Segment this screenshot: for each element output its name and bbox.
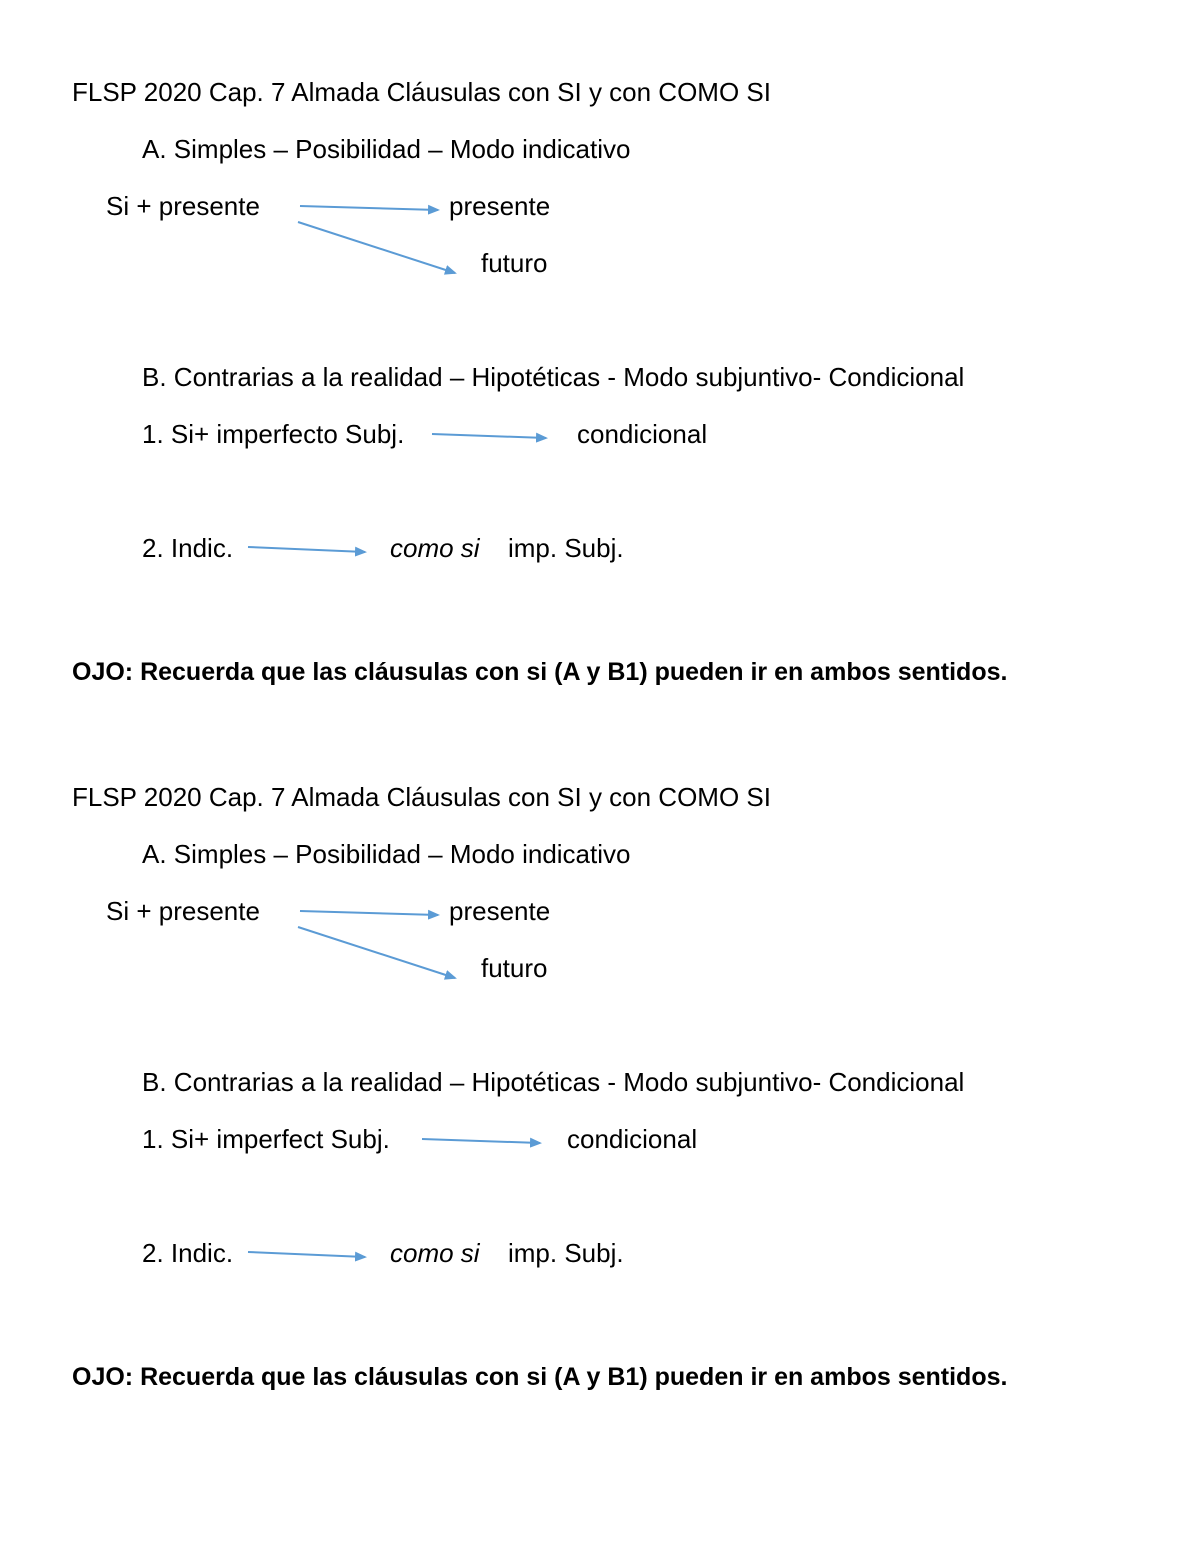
item-2-left: 2. Indic. — [142, 533, 234, 563]
arrow-to-presente — [300, 206, 438, 210]
part-b-heading: B. Contrarias a la realidad – Hipotéticas - Modo subjuntivo- Condicional — [142, 362, 965, 392]
arrow-to-futuro — [298, 927, 455, 978]
handout-section-1 — [0, 0, 1200, 705]
item-2-right: imp. Subj. — [508, 1238, 624, 1268]
arrow-to-como-si — [248, 1252, 365, 1257]
part-b-heading: B. Contrarias a la realidad – Hipotéticas - Modo subjuntivo- Condicional — [142, 1067, 965, 1097]
presente-result: presente — [449, 896, 551, 926]
ojo-note: OJO: Recuerda que las cláusulas con si (A y B1) pueden ir en ambos sentidos. — [72, 1363, 1008, 1391]
handout-section-2 — [0, 705, 1200, 1410]
presente-result: presente — [449, 191, 551, 221]
arrow-to-presente — [300, 911, 438, 915]
item-2-como-si: como si — [390, 533, 480, 563]
si-presente-label: Si + presente — [106, 896, 260, 926]
arrow-to-futuro — [298, 222, 455, 273]
si-presente-label: Si + presente — [106, 191, 260, 221]
item-2-right: imp. Subj. — [508, 533, 624, 563]
arrow-to-condicional — [422, 1139, 540, 1143]
futuro-result: futuro — [481, 248, 548, 278]
item-2-left: 2. Indic. — [142, 1238, 234, 1268]
item-1-left: 1. Si+ imperfecto Subj. — [142, 419, 405, 449]
item-1-right: condicional — [577, 419, 708, 449]
item-1-right: condicional — [567, 1124, 698, 1154]
part-a-heading: A. Simples – Posibilidad – Modo indicativo — [142, 839, 631, 869]
futuro-result: futuro — [481, 953, 548, 983]
arrow-to-condicional — [432, 434, 546, 438]
part-a-heading: A. Simples – Posibilidad – Modo indicativo — [142, 134, 631, 164]
ojo-note: OJO: Recuerda que las cláusulas con si (A y B1) pueden ir en ambos sentidos. — [72, 658, 1008, 686]
handout-title: FLSP 2020 Cap. 7 Almada Cláusulas con SI y con COMO SI — [72, 77, 771, 107]
handout-title: FLSP 2020 Cap. 7 Almada Cláusulas con SI y con COMO SI — [72, 782, 771, 812]
arrow-to-como-si — [248, 547, 365, 552]
item-1-left: 1. Si+ imperfect Subj. — [142, 1124, 390, 1154]
item-2-como-si: como si — [390, 1238, 480, 1268]
